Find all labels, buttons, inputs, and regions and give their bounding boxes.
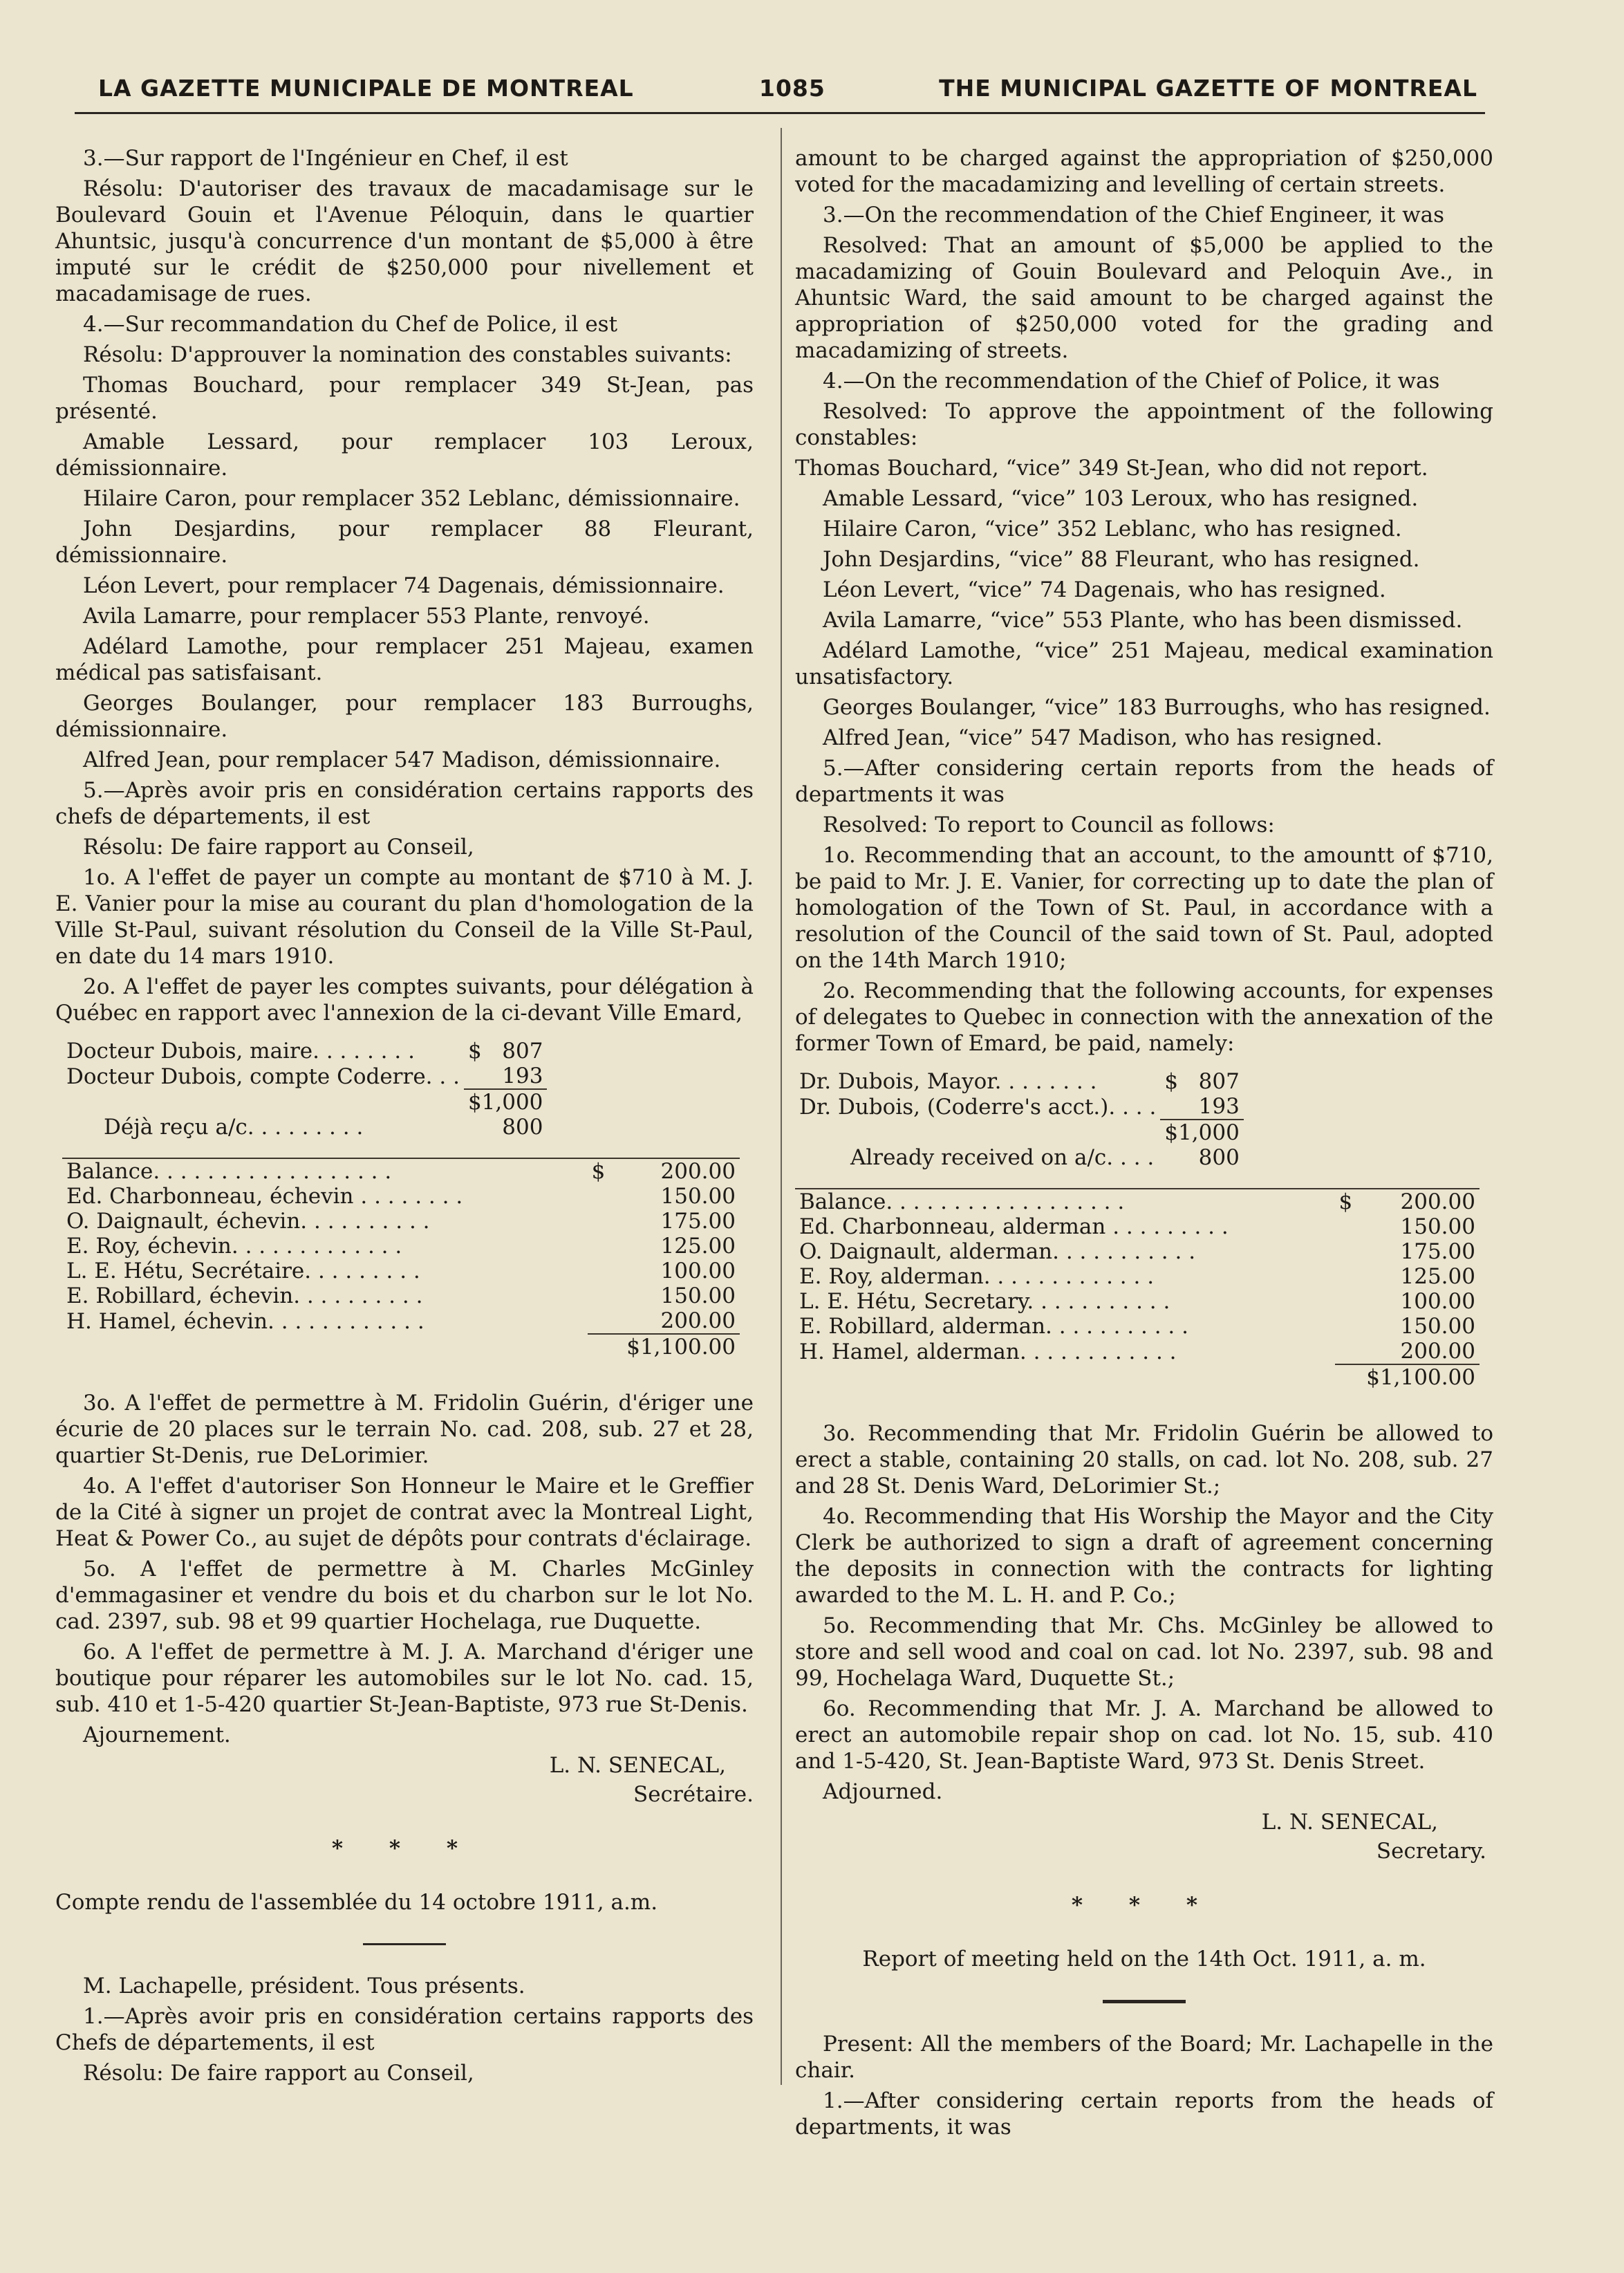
paragraph: 5.—Après avoir pris en considération certains rapports des chefs de départements, il est: [55, 778, 754, 829]
resolution-item: 5o. Recommending that Mr. Chs. McGinley be allowed to store and sell wood and coal on cad. lot No. 2397, sub. 98 and 99, Hochelaga Ward, Duquette St.;: [795, 1613, 1493, 1691]
account-label: L. E. Hétu, Secrétaire. . . . . . . . .: [66, 1259, 420, 1283]
page-number: 1085: [759, 75, 825, 102]
resolution-item: 5o. A l'effet de permettre à M. Charles McGinley d'emmagasiner et vendre du bois et du charbon sur le lot No. cad. 2397, sub. 98 et 99 quartier Hochelaga, rue Duquette.: [55, 1557, 754, 1634]
account-currency: $: [591, 1159, 606, 1184]
account-currency: [1335, 1314, 1365, 1339]
account-amount: 807: [502, 1039, 543, 1064]
header-french-title: LA GAZETTE MUNICIPALE DE MONTREAL: [98, 75, 634, 102]
short-rule: [1103, 2000, 1186, 2003]
paragraph: amount to be charged against the appropriation of $250,000 voted for the macadamizing and levelling of certain streets.: [795, 146, 1493, 197]
account-label: Balance. . . . . . . . . . . . . . . . . .: [66, 1159, 392, 1184]
account-currency: $: [467, 1039, 482, 1064]
table-row: [795, 1339, 1480, 1364]
constable-item: Adélard Lamothe, “vice” 251 Majeau, medical examination unsatisfactory.: [795, 638, 1493, 689]
table-row: [795, 1289, 1480, 1314]
account-currency: [588, 1234, 619, 1259]
resolution-item: 2o. Recommending that the following accounts, for expenses of delegates to Quebec in connection with the annexation of the former Town of Emard, be paid, namely:: [795, 978, 1493, 1056]
account-currency: [588, 1308, 619, 1334]
table-row: [62, 1158, 740, 1184]
account-amount: 193: [1198, 1094, 1240, 1119]
english-column: [795, 145, 1493, 2144]
paragraph: 4.—On the recommendation of the Chief of Police, it was: [823, 369, 1440, 393]
account-currency: [588, 1184, 619, 1209]
account-amount: 200.00: [1400, 1189, 1475, 1214]
received-amount: 800: [502, 1115, 543, 1140]
account-currency: [1335, 1239, 1365, 1264]
constable-item: John Desjardins, pour remplacer 88 Fleurant, démissionnaire.: [55, 517, 754, 568]
constable-item: Thomas Bouchard, “vice” 349 St-Jean, who did not report.: [795, 456, 1428, 481]
constable-item: Hilaire Caron, “vice” 352 Leblanc, who has resigned.: [823, 517, 1402, 541]
table-row: [62, 1259, 740, 1283]
resolution-item: 6o. Recommending that Mr. J. A. Marchand be allowed to erect an automobile repair shop on cad. lot No. 15, sub. 410 and 1-5-420, St. Jean-Baptiste Ward, 973 St. Denis Street.: [795, 1696, 1493, 1774]
delegates-account-table: [795, 1069, 1244, 1170]
account-currency: [1335, 1214, 1365, 1239]
constable-item: Léon Levert, “vice” 74 Dagenais, who has resigned.: [823, 577, 1386, 602]
account-amount: 807: [1198, 1069, 1240, 1094]
paragraph: 3.—On the recommendation of the Chief Engineer, it was: [823, 203, 1445, 228]
constable-item: Alfred Jean, “vice” 547 Madison, who has resigned.: [823, 725, 1383, 750]
adjournment: Ajournement.: [83, 1723, 231, 1747]
account-amount: 150.00: [1400, 1314, 1475, 1339]
constable-item: Georges Boulanger, “vice” 183 Burroughs, who has resigned.: [823, 695, 1491, 720]
account-amount: 200.00: [1400, 1339, 1475, 1364]
table-row: [62, 1115, 547, 1140]
table-row: [62, 1234, 740, 1259]
header-rule: [75, 112, 1485, 114]
paragraph: Resolved: To approve the appointment of the following constables:: [795, 399, 1493, 450]
table-row: [62, 1089, 547, 1115]
table-row: [62, 1039, 547, 1064]
resolution-item: 4o. Recommending that His Worship the Mayor and the City Clerk be authorized to sign a draft of agreement concerning the deposits in connection with the contracts for lighting awarded to the M. L. H. and P. Co.;: [795, 1504, 1493, 1608]
paragraph: 5.—After considering certain reports from the heads of departments it was: [795, 756, 1493, 807]
account-label: Ed. Charbonneau, alderman . . . . . . . . .: [799, 1214, 1229, 1239]
constable-item: Adélard Lamothe, pour remplacer 251 Majeau, examen médical pas satisfaisant.: [55, 634, 754, 685]
meeting-report-title: Compte rendu de l'assemblée du 14 octobre 1911, a.m.: [55, 1890, 658, 1915]
signature-name: L. N. SENECAL,: [1261, 1810, 1438, 1835]
resolution-item: 3o. Recommending that Mr. Fridolin Guérin be allowed to erect a stable, containing 20 stalls, on cad. lot No. 208, sub. 27 and 28 St. Denis Ward, DeLorimier St.;: [795, 1421, 1493, 1499]
account-amount: 150.00: [660, 1283, 736, 1308]
balance-account-table: [795, 1188, 1480, 1390]
balance-account-table: [62, 1158, 740, 1360]
attendance: M. Lachapelle, président. Tous présents.: [83, 1974, 525, 1998]
table-row: [795, 1189, 1480, 1214]
table-row: [62, 1064, 547, 1089]
account-amount: 175.00: [660, 1209, 736, 1234]
french-column: [55, 145, 754, 2090]
account-label: Docteur Dubois, compte Coderre. . .: [66, 1064, 460, 1089]
account-currency: $: [1164, 1069, 1179, 1094]
section-separator: * * *: [331, 1836, 478, 1861]
paragraph: Résolu: D'autoriser des travaux de macadamisage sur le Boulevard Gouin et l'Avenue Péloquin, dans le quartier Ahuntsic, jusqu'à concurrence d'un montant de $5,000 à être imputé sur le crédit de $250,000 pour nivellement et macadamisage de rues.: [55, 176, 754, 306]
account-currency: [1335, 1264, 1365, 1289]
account-currency: [1335, 1339, 1365, 1364]
resolution-item: 4o. A l'effet d'autoriser Son Honneur le Maire et le Greffier de la Cité à signer un projet de contrat avec la Montreal Light, Heat & Power Co., au sujet de dépôts pour contrats d'éclairage.: [55, 1474, 754, 1551]
constable-item: John Desjardins, “vice” 88 Fleurant, who has resigned.: [823, 547, 1420, 572]
signature-title: Secretary.: [1376, 1839, 1486, 1864]
column-divider: [781, 128, 782, 2085]
paragraph: 1.—After considering certain reports from the heads of departments, it was: [795, 2088, 1493, 2140]
resolution-item: 2o. A l'effet de payer les comptes suivants, pour délégation à Québec en rapport avec l'annexion de la ci-devant Ville Emard,: [55, 974, 754, 1026]
constable-item: Amable Lessard, pour remplacer 103 Leroux, démissionnaire.: [55, 429, 754, 481]
account-currency: [1335, 1289, 1365, 1314]
account-label: E. Robillard, échevin. . . . . . . . . .: [66, 1283, 423, 1308]
account-currency: [588, 1259, 619, 1283]
account-label: Docteur Dubois, maire. . . . . . . .: [66, 1039, 415, 1064]
paragraph: Résolu: D'approuver la nomination des constables suivants:: [83, 342, 732, 367]
account-total: $1,000: [1160, 1120, 1243, 1145]
account-currency: [588, 1209, 619, 1234]
table-row: [795, 1094, 1244, 1120]
constable-item: Alfred Jean, pour remplacer 547 Madison, démissionnaire.: [83, 748, 721, 772]
account-currency: $: [1338, 1189, 1353, 1214]
account-total: $1,000: [464, 1089, 547, 1115]
attendance: Present: All the members of the Board; Mr. Lachapelle in the chair.: [795, 2032, 1493, 2083]
account-label: H. Hamel, échevin. . . . . . . . . . . .: [66, 1308, 424, 1334]
account-label: O. Daignault, alderman. . . . . . . . . . .: [799, 1239, 1196, 1264]
table-row: [795, 1264, 1480, 1289]
account-label: Ed. Charbonneau, échevin . . . . . . . .: [66, 1184, 463, 1209]
paragraph: 1.—Après avoir pris en considération certains rapports des Chefs de départements, il est: [55, 2004, 754, 2055]
resolution-item: 1o. Recommending that an account, to the amountt of $710, be paid to Mr. J. E. Vanier, for correcting up to date the plan of homologation of the Town of St. Paul, in accordance with a resolution of the Council of the said town of St. Paul, adopted on the 14th March 1910;: [795, 843, 1493, 973]
constable-item: Georges Boulanger, pour remplacer 183 Burroughs, démissionnaire.: [55, 691, 754, 742]
paragraph: Resolved: To report to Council as follows:: [823, 813, 1275, 837]
account-total: $1,100.00: [1335, 1364, 1480, 1390]
account-amount: 200.00: [660, 1159, 736, 1184]
resolution-item: 6o. A l'effet de permettre à M. J. A. Marchand d'ériger une boutique pour réparer les automobiles sur le lot No. cad. 15, sub. 410 et 1-5-420 quartier St-Jean-Baptiste, 973 rue St-Denis.: [55, 1640, 754, 1717]
constable-item: Léon Levert, pour remplacer 74 Dagenais, démissionnaire.: [83, 573, 725, 598]
account-label: Balance. . . . . . . . . . . . . . . . . .: [799, 1189, 1125, 1214]
account-amount: 193: [502, 1064, 543, 1088]
account-label: Dr. Dubois, (Coderre's acct.). . . .: [799, 1094, 1157, 1120]
constable-item: Avila Lamarre, “vice” 553 Plante, who has been dismissed.: [823, 608, 1463, 633]
account-label: Dr. Dubois, Mayor. . . . . . . .: [799, 1069, 1097, 1094]
account-currency: [588, 1283, 619, 1308]
table-row: [62, 1283, 740, 1308]
account-amount: 125.00: [1400, 1264, 1475, 1289]
signature-name: L. N. SENECAL,: [549, 1753, 726, 1778]
table-row: [795, 1239, 1480, 1264]
account-amount: 150.00: [1400, 1214, 1475, 1239]
resolution-item: 3o. A l'effet de permettre à M. Fridolin Guérin, d'ériger une écurie de 20 places sur le terrain No. cad. 208, sub. 27 et 28, quartier St-Denis, rue DeLorimier.: [55, 1391, 754, 1468]
short-rule: [363, 1943, 446, 1945]
account-currency: [464, 1064, 489, 1089]
account-total: $1,100.00: [588, 1334, 740, 1360]
account-label: L. E. Hétu, Secretary. . . . . . . . . . .: [799, 1289, 1170, 1314]
table-row: [795, 1069, 1244, 1094]
paragraph: 3.—Sur rapport de l'Ingénieur en Chef, il est: [83, 146, 568, 171]
section-separator: * * *: [1071, 1893, 1217, 1918]
table-row: [795, 1214, 1480, 1239]
resolution-item: 1o. A l'effet de payer un compte au montant de $710 à M. J. E. Vanier pour la mise au courant du plan d'homologation de la Ville St-Paul, suivant résolution du Conseil de la Ville St-Paul, en date du 14 mars 1910.: [55, 865, 754, 969]
account-currency: [1160, 1094, 1186, 1120]
account-label: E. Roy, alderman. . . . . . . . . . . . .: [799, 1264, 1155, 1289]
paragraph: Resolved: That an amount of $5,000 be applied to the macadamizing of Gouin Boulevard and Peloquin Ave., in Ahuntsic Ward, the said amount to be charged against the appropriation of $250,000 voted for the grading and macadamizing of streets.: [795, 233, 1493, 363]
account-label: E. Roy, échevin. . . . . . . . . . . . .: [66, 1234, 402, 1259]
table-row: [62, 1308, 740, 1334]
received-label: Already received on a/c. . . .: [850, 1145, 1155, 1170]
account-label: O. Daignault, échevin. . . . . . . . . .: [66, 1209, 430, 1234]
account-amount: 125.00: [660, 1234, 736, 1259]
table-row: [795, 1145, 1244, 1170]
signature-title: Secrétaire.: [633, 1782, 754, 1807]
account-amount: 175.00: [1400, 1239, 1475, 1264]
account-amount: 100.00: [660, 1259, 736, 1283]
constable-item: Amable Lessard, “vice” 103 Leroux, who has resigned.: [823, 486, 1419, 511]
paragraph: Résolu: De faire rapport au Conseil,: [83, 835, 474, 860]
account-amount: 100.00: [1400, 1289, 1475, 1314]
meeting-report-title: Report of meeting held on the 14th Oct. 1911, a. m.: [862, 1947, 1426, 1972]
delegates-account-table: [62, 1039, 547, 1140]
account-amount: 150.00: [660, 1184, 736, 1209]
constable-item: Thomas Bouchard, pour remplacer 349 St-Jean, pas présenté.: [55, 373, 754, 424]
paragraph: 4.—Sur recommandation du Chef de Police, il est: [83, 312, 618, 337]
constable-item: Hilaire Caron, pour remplacer 352 Leblanc, démissionnaire.: [83, 486, 740, 511]
received-label: Déjà reçu a/c. . . . . . . . .: [104, 1115, 364, 1140]
table-row: [795, 1120, 1244, 1145]
table-row: [62, 1334, 740, 1360]
header-english-title: THE MUNICIPAL GAZETTE OF MONTREAL: [939, 75, 1477, 102]
table-row: [62, 1209, 740, 1234]
constable-item: Avila Lamarre, pour remplacer 553 Plante, renvoyé.: [83, 604, 650, 629]
account-label: E. Robillard, alderman. . . . . . . . . . .: [799, 1314, 1188, 1339]
table-row: [795, 1364, 1480, 1390]
table-row: [62, 1184, 740, 1209]
adjournment: Adjourned.: [823, 1779, 943, 1804]
paragraph: Résolu: De faire rapport au Conseil,: [83, 2061, 474, 2086]
account-amount: 200.00: [660, 1308, 736, 1333]
account-label: H. Hamel, alderman. . . . . . . . . . . .: [799, 1339, 1177, 1364]
table-row: [795, 1314, 1480, 1339]
received-amount: 800: [1198, 1145, 1240, 1170]
